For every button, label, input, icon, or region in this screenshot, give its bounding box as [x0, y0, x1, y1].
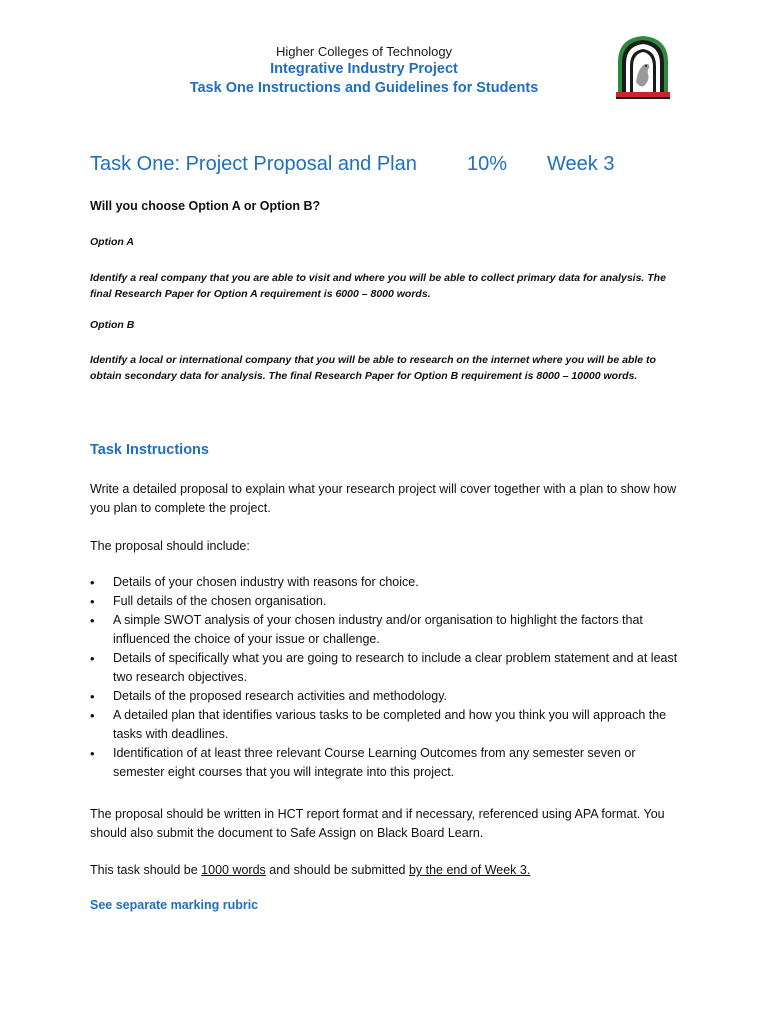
list-item: • Details of the proposed research activities and methodology. — [90, 687, 690, 706]
proposal-requirements-list — [90, 573, 690, 782]
task-instructions-heading: Task Instructions — [90, 442, 209, 458]
list-item: • Details of your chosen industry with reasons for choice. — [90, 573, 690, 592]
list-item: • Details of specifically what you are going to research to include a clear problem statement and at least two research objectives. — [90, 649, 690, 687]
option-a-text: Identify a real company that you are able to visit and where you will be able to collect primary data for analysis. The final Research Paper for Option A requirement is 6000 – 8000 words. — [90, 272, 666, 300]
page-title — [90, 153, 710, 179]
deadline-prefix: This task should be — [90, 863, 202, 877]
option-b-text: Identify a local or international company that you will be able to research on the internet where you will be able to obtain secondary data for analysis. The final Research Paper for Option B requirement is 8000 – 10000 words. — [90, 354, 656, 382]
list-item: • A detailed plan that identifies various tasks to be completed and how you think you will approach the tasks with deadlines. — [90, 706, 690, 744]
document-subtitle: Task One Instructions and Guidelines for Students — [189, 80, 539, 96]
list-item: • Full details of the chosen organisation. — [90, 592, 690, 611]
deadline-paragraph — [90, 861, 690, 880]
institution-name: Higher Colleges of Technology — [275, 44, 453, 59]
title-weight: 10% — [467, 153, 508, 175]
option-a-label: Option A — [90, 236, 134, 248]
proposal-lead: The proposal should include: — [90, 539, 250, 553]
deadline-middle: and should be submitted — [265, 863, 409, 877]
format-paragraph: The proposal should be written in HCT report format and if necessary, referenced using APA format. You should also submit the document to Safe Assign on Black Board Learn. — [90, 807, 665, 840]
project-name: Integrative Industry Project — [270, 61, 458, 77]
list-item: • Identification of at least three relevant Course Learning Outcomes from any semester seven or semester eight courses that you will integrate into this project. — [90, 744, 690, 782]
option-b-label: Option B — [90, 319, 135, 331]
word-count: 1000 words — [201, 863, 266, 877]
option-question: Will you choose Option A or Option B? — [90, 199, 321, 213]
due-date: by the end of Week 3. — [408, 863, 531, 877]
title-main: Task One: Project Proposal and Plan — [90, 153, 417, 175]
marking-rubric-note: See separate marking rubric — [90, 898, 259, 912]
hct-logo-icon — [614, 34, 672, 100]
intro-paragraph: Write a detailed proposal to explain what your research project will cover together with a plan to show how you plan to complete the project. — [90, 482, 677, 515]
list-item: • A simple SWOT analysis of your chosen industry and/or organisation to highlight the factors that influenced the choice of your issue or challenge. — [90, 611, 690, 649]
title-week: Week 3 — [547, 153, 615, 175]
